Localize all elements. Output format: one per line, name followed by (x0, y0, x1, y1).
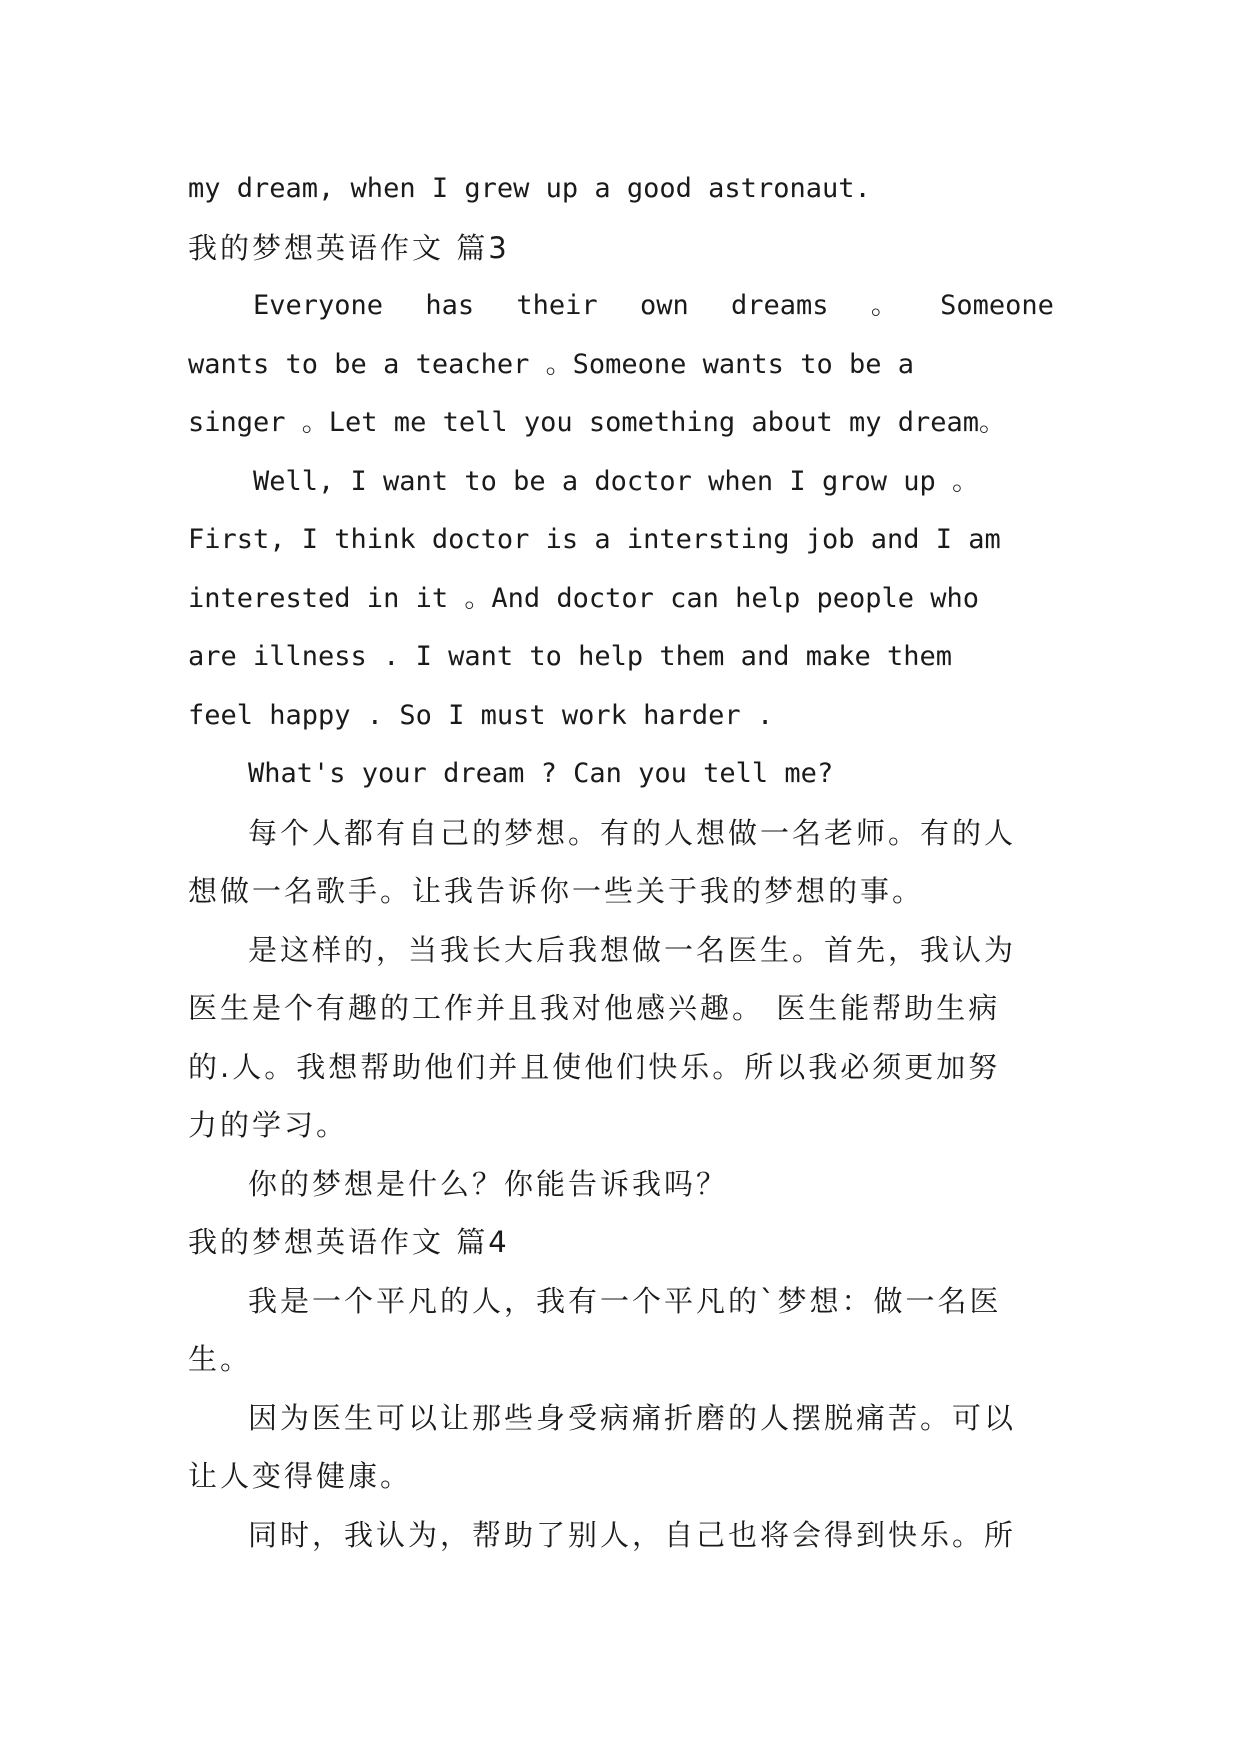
paragraph-line: 医生是个有趣的工作并且我对他感兴趣。 医生能帮助生病 (188, 991, 1001, 1025)
paragraph-line: First, I think doctor is a intersting job and I am (188, 524, 1001, 555)
paragraph-line: feel happy . So I must work harder . (188, 699, 774, 731)
paragraph-line: singer 。Let me tell you something about my dream。 (188, 407, 1007, 438)
paragraph-line: 你的梦想是什么？你能告诉我吗？ (248, 1166, 729, 1201)
paragraph-line: 力的学习。 (188, 1108, 349, 1142)
paragraph-line: 每个人都有自己的梦想。有的人想做一名老师。有的人 (248, 815, 1017, 850)
section-heading: 我的梦想英语作文 篇3 (188, 230, 510, 265)
paragraph-line: 因为医生可以让那些身受病痛折磨的人摆脱痛苦。可以 (248, 1400, 1017, 1435)
paragraph-line: interested in it 。And doctor can help people who (188, 582, 980, 614)
paragraph-line: Well, I want to be a doctor when I grow up 。 (253, 465, 979, 497)
document-body (188, 160, 1054, 1564)
paragraph-line-justified (188, 277, 1054, 336)
paragraph-line: 生。 (188, 1342, 253, 1376)
justified-word: Everyone (253, 290, 384, 321)
paragraph-line: 让人变得健康。 (188, 1459, 413, 1493)
justified-word: own (639, 290, 689, 321)
paragraph-line: 是这样的，当我长大后我想做一名医生。首先，我认为 (248, 932, 1017, 967)
justified-word: dreams (731, 290, 829, 321)
paragraph-line: 我是一个平凡的人，我有一个平凡的`梦想：做一名医 (248, 1283, 1002, 1318)
paragraph-line: wants to be a teacher 。Someone wants to be a (188, 348, 914, 380)
justified-word: Someone (940, 290, 1054, 321)
justified-word: 。 (870, 290, 898, 321)
justified-text (253, 277, 1054, 336)
justified-word: has (425, 290, 475, 321)
paragraph-line: 同时，我认为，帮助了别人，自己也将会得到快乐。所 (248, 1517, 1017, 1552)
paragraph-line: 的.人。我想帮助他们并且使他们快乐。所以我必须更加努 (188, 1049, 1001, 1084)
paragraph-line: are illness . I want to help them and make them (188, 641, 953, 672)
section-heading: 我的梦想英语作文 篇4 (188, 1225, 510, 1259)
paragraph-line: 想做一名歌手。让我告诉你一些关于我的梦想的事。 (188, 874, 925, 908)
justified-word: their (516, 290, 598, 321)
paragraph-line: What's your dream ? Can you tell me? (248, 758, 834, 789)
paragraph-line: my dream, when I grew up a good astronaut. (188, 173, 871, 204)
